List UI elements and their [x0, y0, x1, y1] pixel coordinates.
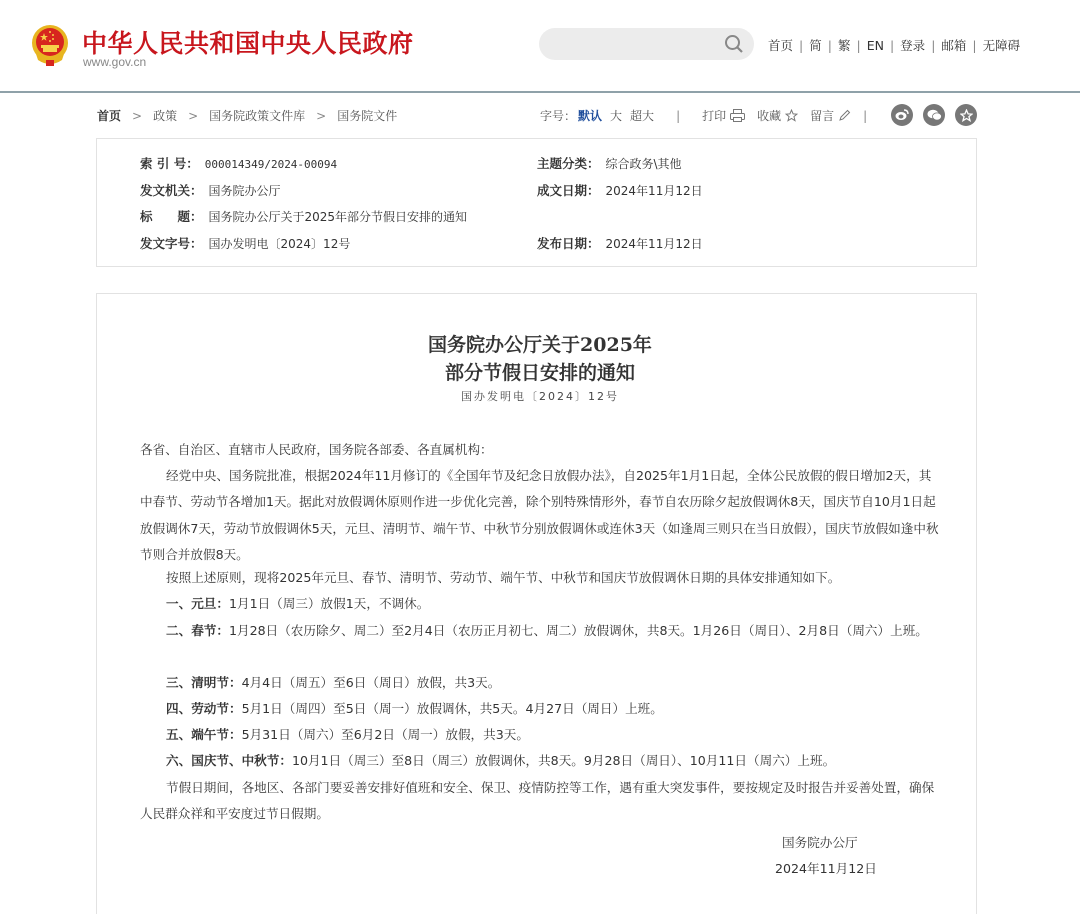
- holiday-item-labor-day: [140, 696, 940, 722]
- breadcrumb-policy-library[interactable]: 国务院政策文件库: [209, 109, 306, 123]
- nav-home[interactable]: 首页: [768, 38, 794, 53]
- favorite-label: 收藏: [757, 109, 782, 123]
- article-doc-number: 国办发明电〔2024〕12号: [461, 390, 619, 403]
- holiday-label: 三、清明节：: [166, 675, 242, 690]
- nav-login[interactable]: 登录: [900, 38, 926, 53]
- meta-value: 国务院办公厅: [208, 184, 281, 198]
- meta-label: 标 题：: [140, 209, 203, 224]
- holiday-text: 4月4日（周五）至6日（周日）放假，共3天。: [241, 675, 501, 690]
- star-outline-icon: [785, 109, 798, 122]
- holiday-item-national-midautumn: [140, 748, 940, 774]
- holiday-label: 六、国庆节、中秋节：: [166, 753, 292, 768]
- meta-index-no: [140, 154, 337, 172]
- meta-title: [140, 207, 467, 225]
- font-size-label: 字号：: [540, 109, 577, 123]
- font-size-default[interactable]: 默认: [578, 109, 603, 123]
- print-label: 打印: [702, 109, 727, 123]
- holiday-text: 5月1日（周四）至5日（周一）放假调休，共5天。4月27日（周日）上班。: [241, 701, 663, 716]
- holiday-label: 一、元旦：: [166, 596, 229, 611]
- breadcrumb: [97, 107, 397, 124]
- meta-value: 国办发明电〔2024〕12号: [208, 237, 351, 251]
- site-title[interactable]: 中华人民共和国中央人民政府: [82, 29, 414, 58]
- holiday-item-dragon-boat: [140, 722, 940, 748]
- holiday-text: 5月31日（周六）至6月2日（周一）放假，共3天。: [241, 727, 529, 742]
- article-title-line1: 国务院办公厅关于2025年: [428, 334, 652, 356]
- weibo-icon[interactable]: [891, 104, 913, 126]
- holiday-item-new-year: [140, 591, 940, 617]
- nav-traditional[interactable]: 繁: [837, 38, 851, 53]
- wechat-icon[interactable]: [923, 104, 945, 126]
- holiday-item-spring-festival: [140, 618, 940, 644]
- article-closing: 节假日期间，各地区、各部门要妥善安排好值班和安全、保卫、疫情防控等工作，遇有重大突发事件，要按规定及时报告并妥善处置，确保人民群众祥和平安度过节日假期。: [140, 780, 935, 822]
- chevron-right-icon: >: [188, 108, 199, 123]
- national-emblem-icon[interactable]: [30, 24, 70, 68]
- meta-value: 000014349/2024-00094: [204, 158, 338, 171]
- holiday-text: 1月28日（农历除夕、周二）至2月4日（农历正月初七、周二）放假调休，共8天。1月26日（周日）、2月8日（周六）上班。: [228, 623, 928, 638]
- meta-label: 主题分类：: [537, 156, 600, 171]
- holiday-text: 1月1日（周三）放假1天，不调休。: [228, 596, 430, 611]
- holiday-label: 二、春节：: [166, 623, 229, 638]
- meta-value: 2024年11月12日: [605, 237, 703, 251]
- font-size-large[interactable]: 大: [610, 109, 623, 123]
- comment-button[interactable]: [810, 107, 851, 124]
- holiday-label: 四、劳动节：: [166, 701, 242, 716]
- meta-value: 综合政务\其他: [605, 157, 682, 171]
- search-input[interactable]: [539, 28, 754, 60]
- meta-label: 发布日期：: [537, 236, 600, 251]
- article-tools: [540, 107, 867, 124]
- meta-label: 发文字号：: [140, 236, 203, 251]
- breadcrumb-state-council-docs[interactable]: 国务院文件: [337, 109, 398, 123]
- meta-doc-no: [140, 234, 350, 252]
- header-divider: [0, 91, 1080, 93]
- breadcrumb-policy[interactable]: 政策: [153, 109, 178, 123]
- chevron-right-icon: >: [132, 108, 143, 123]
- meta-category: [537, 154, 682, 172]
- nav-english[interactable]: EN: [866, 37, 884, 53]
- favorite-star-icon[interactable]: [955, 104, 977, 126]
- meta-value: 2024年11月12日: [605, 184, 703, 198]
- tools-separator: |: [863, 108, 868, 123]
- breadcrumb-home[interactable]: 首页: [97, 109, 122, 123]
- article-signature: 国务院办公厅: [782, 835, 858, 850]
- site-header: [0, 0, 1080, 92]
- meta-value: 国务院办公厅关于2025年部分节假日安排的通知: [208, 210, 468, 224]
- pencil-icon: [838, 109, 851, 122]
- nav-separator: |: [799, 37, 804, 53]
- article-principle: 按照上述原则，现将2025年元旦、春节、清明节、劳动节、端午节、中秋节和国庆节放假调休日期的具体安排通知如下。: [166, 570, 841, 585]
- print-button[interactable]: [702, 107, 745, 124]
- meta-label: 成文日期：: [537, 183, 600, 198]
- nav-separator: |: [856, 37, 861, 53]
- meta-label: 索 引 号：: [140, 156, 199, 171]
- meta-label: 发文机关：: [140, 183, 203, 198]
- meta-issuer: [140, 181, 281, 199]
- font-size-xlarge[interactable]: 超大: [630, 109, 655, 123]
- nav-separator: |: [972, 37, 977, 53]
- printer-icon: [730, 109, 745, 122]
- search-icon[interactable]: [724, 34, 744, 54]
- article-salutation: 各省、自治区、直辖市人民政府，国务院各部委、各直属机构：: [140, 442, 493, 457]
- article-intro: 经党中央、国务院批准，根据2024年11月修订的《全国年节及纪念日放假办法》，自2025年1月1日起，全体公民放假的假日增加2天，其中春节、劳动节各增加1天。据此对放假调休原则作进一步优化完善，除个别特殊情形外，春节自农历除夕起放假调休8天，国庆节自10月1日起放假调休7天，劳动节放假调休5天，元旦、清明节、端午节、中秋节分别放假调休或连休3天（如逢周三则只在当日放假），国庆节放假如逢中秋节则合并放假8天。: [140, 468, 939, 562]
- comment-label: 留言: [810, 109, 835, 123]
- top-nav: [768, 36, 1020, 54]
- holiday-item-qingming: [140, 670, 940, 696]
- nav-mail[interactable]: 邮箱: [941, 38, 967, 53]
- tools-separator: |: [676, 108, 681, 123]
- article-title-line2: 部分节假日安排的通知: [444, 362, 635, 384]
- nav-separator: |: [931, 37, 936, 53]
- nav-simplified[interactable]: 简: [809, 38, 822, 53]
- site-url: www.gov.cn: [83, 55, 147, 69]
- share-buttons: [891, 104, 977, 126]
- nav-separator: |: [827, 37, 832, 53]
- article-date: 2024年11月12日: [775, 861, 877, 876]
- chevron-right-icon: >: [316, 108, 327, 123]
- favorite-button[interactable]: [757, 107, 798, 124]
- holiday-text: 10月1日（周三）至8日（周三）放假调休，共8天。9月28日（周日）、10月11日（周六）上班。: [291, 753, 836, 768]
- nav-accessibility[interactable]: 无障碍: [982, 38, 1021, 53]
- nav-separator: |: [889, 37, 895, 53]
- meta-created-date: [537, 181, 703, 199]
- meta-published-date: [537, 234, 703, 252]
- holiday-label: 五、端午节：: [166, 727, 242, 742]
